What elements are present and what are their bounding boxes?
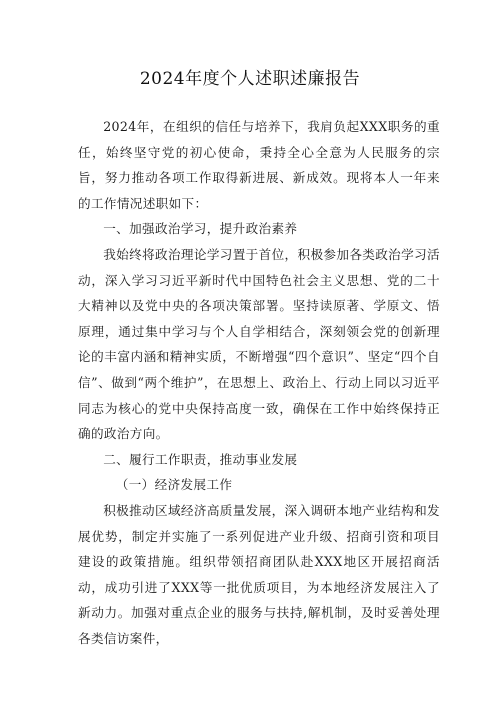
section-heading: 一、加强政治学习，提升政治素养 [103,221,298,237]
body-paragraph: 我始终将政治理论学习置于首位，积极参加各类政治学习活动，深入学习习近平新时代中国特色社会主义思想、党的二十大精神以及党中央的各项决策部署。坚持读原著、学原文、悟原理，通过集中学习与个人自学相结合，深刻领会党的创新理论的丰富内涵和精神实质，不断增强“四个意识”、坚定“四个自信”、做到“两个维护”，在思想上、政治上、行动上同以习近平同志为核心的党中央保持高度一致，确保在工作中始终保持正确的政治方向。 [78,246,440,442]
subsection-heading: （一）经济发展工作 [115,477,233,493]
section-heading: 二、履行工作职责，推动事业发展 [103,451,298,467]
document-body [78,114,440,651]
body-paragraph: 积极推动区域经济高质量发展，深入调研本地产业结构和发展优势，制定并实施了一系列促进产业升级、招商引资和项目建设的政策措施。组织带领招商团队赴XXX地区开展招商活动，成功引进了XXX等一批优质项目，为本地经济发展注入了新动力。加强对重点企业的服务与扶持,解机制，及时妥善处理各类信访案件， [78,502,440,646]
intro-paragraph: 2024年，在组织的信任与培养下，我肩负起XXX职务的重任，始终坚守党的初心使命，秉持全心全意为人民服务的宗旨，努力推动各项工作取得新进展、新成效。现将本人一年来的工作情况述职如下： [78,119,440,211]
document-title: 2024年度个人述职述廉报告 [139,69,361,89]
